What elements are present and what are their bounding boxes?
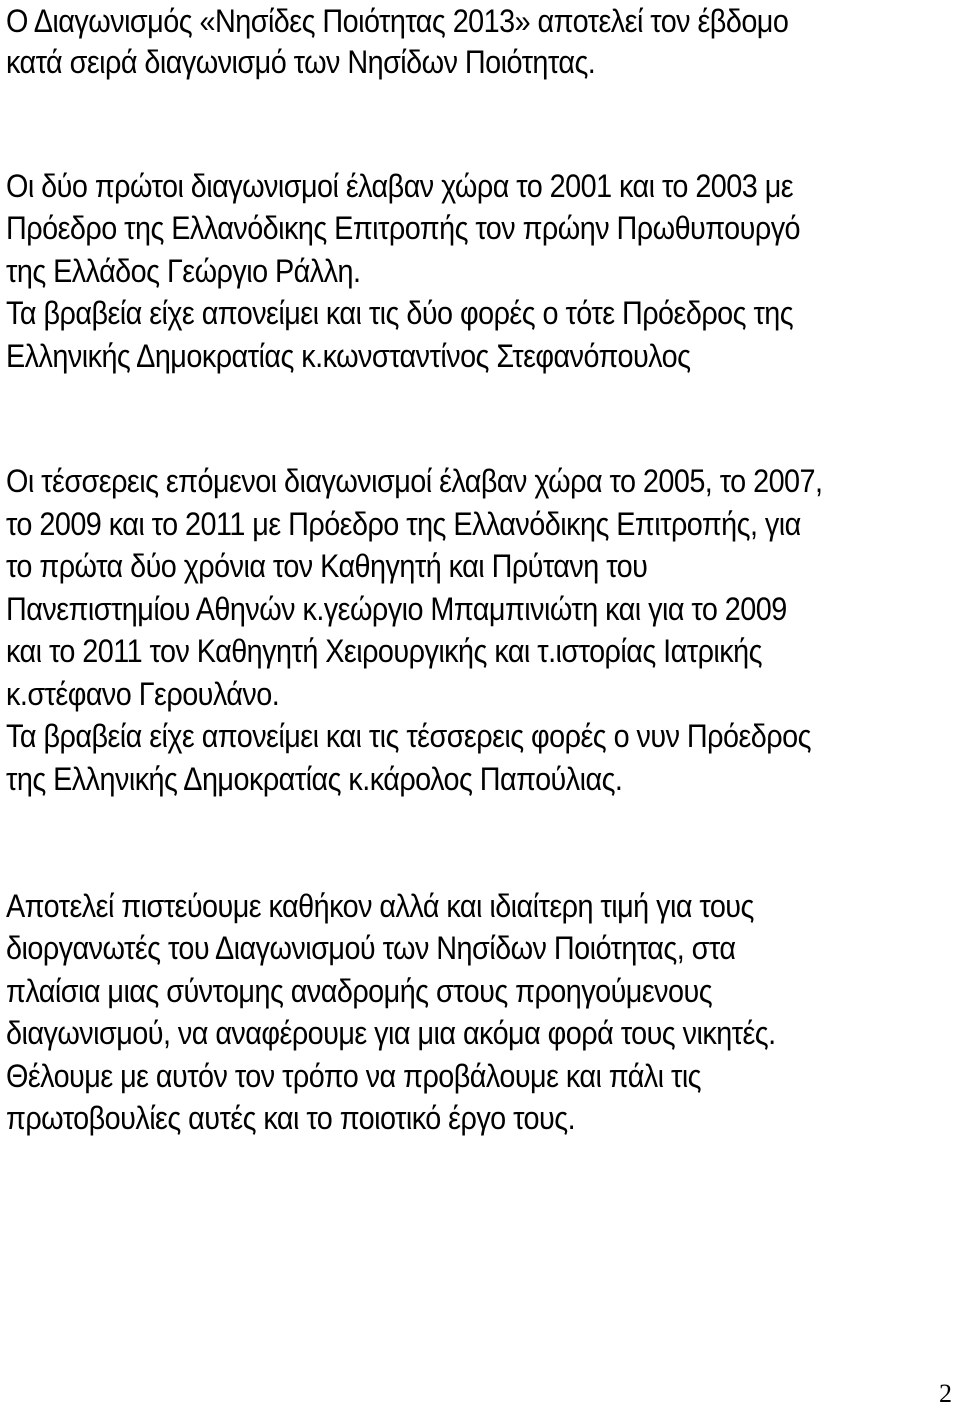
paragraph-3-line-4: Πανεπιστημίου Αθηνών κ.γεώργιο Μπαμπινιώτη και για το 2009 (6, 591, 787, 627)
paragraph-4-line-1: Αποτελεί πιστεύουμε καθήκον αλλά και ιδιαίτερη τιμή για τους (6, 888, 754, 924)
paragraph-4-line-3: πλαίσια μιας σύντομης αναδρομής στους προηγούμενους (6, 973, 713, 1009)
paragraph-2-line-4: Τα βραβεία είχε απονείμει και τις δύο φορές ο τότε Πρόεδρος της (6, 295, 794, 331)
paragraph-3-line-8: της Ελληνικής Δημοκρατίας κ.κάρολος Παπούλιας. (6, 761, 623, 797)
paragraph-3-line-5: και το 2011 τον Καθηγητή Χειρουργικής και τ.ιστορίας Ιατρικής (6, 633, 762, 669)
paragraph-3-line-1: Οι τέσσερεις επόμενοι διαγωνισμοί έλαβαν χώρα το 2005, το 2007, (6, 463, 823, 499)
paragraph-3-line-7: Τα βραβεία είχε απονείμει και τις τέσσερεις φορές ο νυν Πρόεδρος (6, 718, 811, 754)
paragraph-4-line-4: διαγωνισμού, να αναφέρουμε για μια ακόμα φορά τους νικητές. (6, 1015, 776, 1051)
paragraph-4-line-5: Θέλουμε με αυτόν τον τρόπο να προβάλουμε και πάλι τις (6, 1058, 702, 1094)
paragraph-2-line-2: Πρόεδρο της Ελλανόδικης Επιτροπής τον πρώην Πρωθυπουργό (6, 210, 801, 246)
paragraph-2-line-5: Ελληνικής Δημοκρατίας κ.κωνσταντίνος Στεφανόπουλος (6, 338, 691, 374)
paragraph-4-line-2: διοργανωτές του Διαγωνισμού των Νησίδων Ποιότητας, στα (6, 930, 736, 966)
page-number: 2 (939, 1379, 952, 1408)
paragraph-2-line-1: Οι δύο πρώτοι διαγωνισμοί έλαβαν χώρα το 2001 και το 2003 με (6, 168, 794, 204)
paragraph-2-line-3: της Ελλάδος Γεώργιο Ράλλη. (6, 253, 361, 289)
paragraph-1-line-2: κατά σειρά διαγωνισμό των Νησίδων Ποιότητας. (6, 44, 596, 80)
paragraph-3-line-2: το 2009 και το 2011 με Πρόεδρο της Ελλανόδικης Επιτροπής, για (6, 506, 801, 542)
paragraph-3-line-3: το πρώτα δύο χρόνια τον Καθηγητή και Πρύτανη του (6, 548, 648, 584)
paragraph-1-line-1: Ο Διαγωνισμός «Νησίδες Ποιότητας 2013» αποτελεί τον έβδομο (6, 3, 789, 39)
paragraph-4-line-6: πρωτοβουλίες αυτές και το ποιοτικό έργο τους. (6, 1100, 576, 1136)
paragraph-3-line-6: κ.στέφανο Γερουλάνο. (6, 676, 280, 712)
